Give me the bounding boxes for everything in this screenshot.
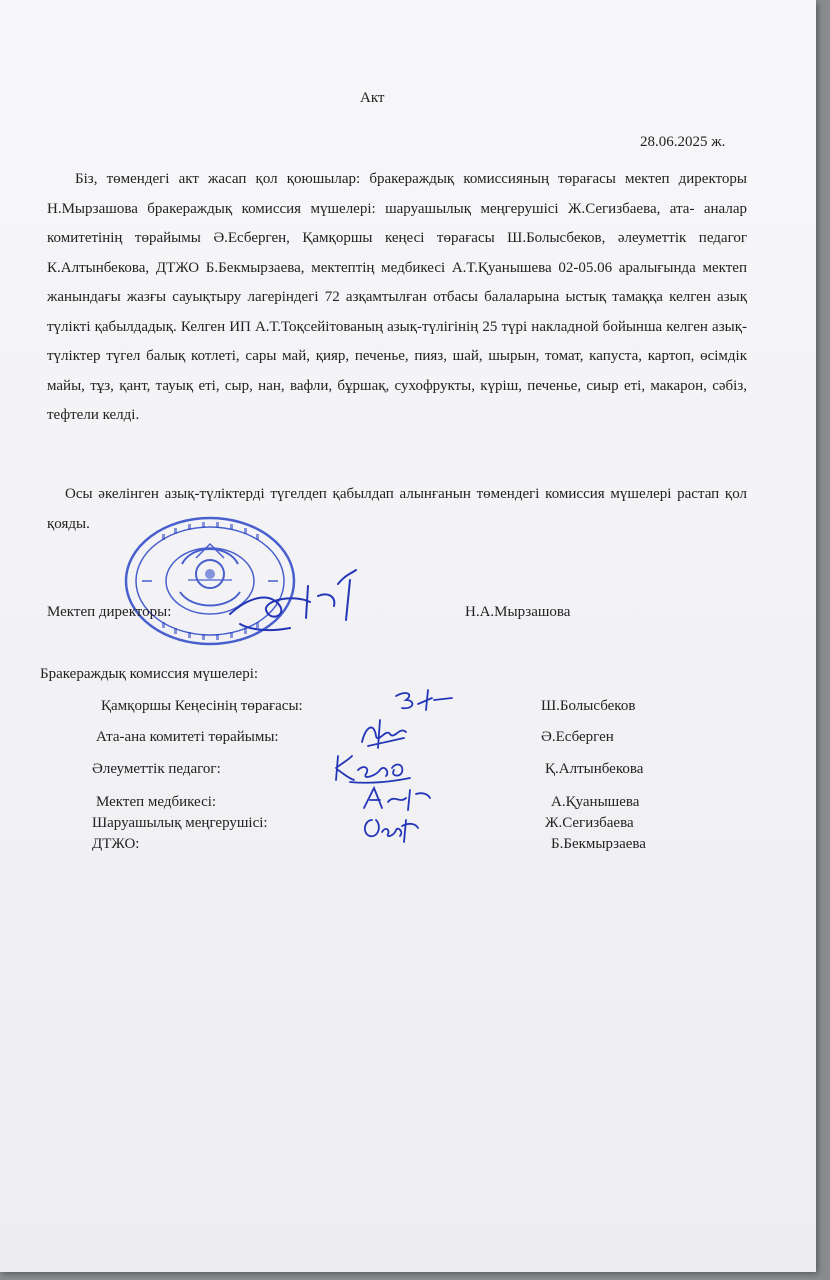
director-name: Н.А.Мырзашова — [465, 604, 571, 620]
member-label: Шаруашылық меңгерушісі: — [92, 815, 268, 831]
member-name: Ә.Есберген — [541, 729, 614, 745]
commission-heading: Бракераждық комиссия мүшелері: — [40, 666, 259, 682]
director-label: Мектеп директоры: — [47, 604, 172, 620]
member-label: ДТЖО: — [92, 836, 140, 852]
member-name: А.Қуанышева — [551, 794, 640, 810]
document-date: 28.06.2025 ж. — [640, 134, 726, 150]
director-signature-icon — [210, 566, 380, 636]
member-label: Әлеуметтік педагог: — [92, 761, 221, 777]
member-name: Б.Бекмырзаева — [551, 836, 646, 852]
paragraph-confirmation: Осы әкелінген азық-түліктерді түгелдеп қабылдап алынғанын төмендегі комиссия мүшелері растап қол қояды. — [47, 486, 747, 532]
paragraph-main: Біз, төмендегі акт жасап қол қоюшылар: бракераждық комиссияның төрағасы мектеп директоры Н.Мырзашова бракераждық комиссия мүшелері: шаруашылық меңгерушісі Ж.Сегизбаева, ата- аналар комитетінің төрайымы Ә.Есберген, Қамқоршы кеңесі төрағасы Ш.Болысбеков, әлеуметтік педагог К.Алтынбекова, ДТЖО Б.Бекмырзаева, мектептің медбикесі А.Т.Қуанышева 02-05.06 аралығында мектеп жанындағы жазғы сауықтыру лагеріндегі 72 азқамтылған отбасы балаларына ыстық тамаққа келген азық түлікті қабылдадық. Келген ИП А.Т.Тоқсейітованың азық-түлігінің 25 түрі накладной бойынша келген азық-түліктер түгел балық котлеті, сары май, қияр, печенье, пияз, шай, шырын, томат, капуста, картоп, өсімдік майы, тұз, қант, тауық еті, сыр, нан, вафли, бұршақ, сухофрукты, күріш, печенье, сиыр еті, макарон, сәбіз, тефтели келді. — [47, 171, 747, 423]
member-signature-icon — [360, 784, 436, 814]
member-signature-icon — [360, 812, 422, 844]
member-signature-icon — [392, 686, 462, 718]
member-name: Қ.Алтынбекова — [545, 761, 644, 777]
member-signature-icon — [356, 716, 416, 752]
document-title: Акт — [360, 90, 385, 106]
member-label: Қамқоршы Кеңесінің төрағасы: — [101, 698, 303, 714]
member-name: Ж.Сегизбаева — [545, 815, 634, 831]
member-name: Ш.Болысбеков — [541, 698, 636, 714]
member-label: Мектеп медбикесі: — [96, 794, 217, 810]
member-signature-icon — [330, 750, 416, 786]
member-label: Ата-ана комитеті төрайымы: — [96, 729, 279, 745]
